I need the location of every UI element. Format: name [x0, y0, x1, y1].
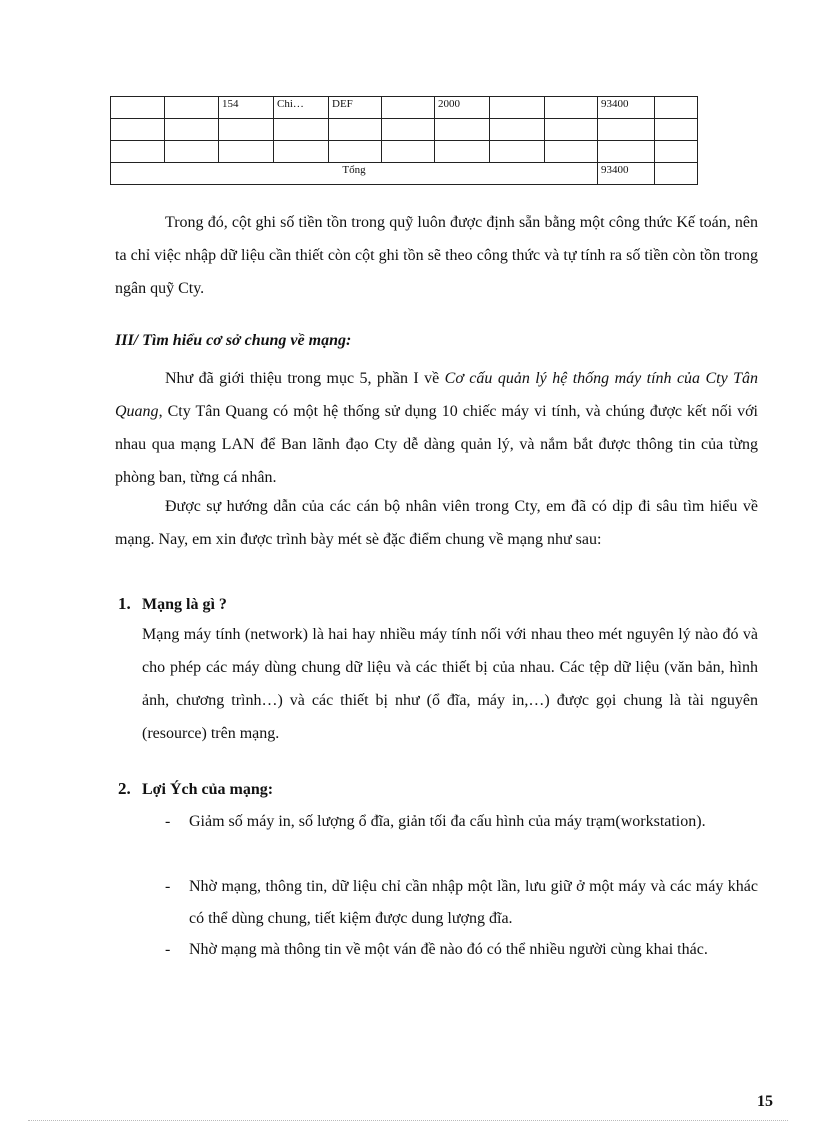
bullet-dash: -: [165, 813, 171, 830]
list-item-text: Giảm số máy in, số lượng ổ đĩa, giản tối đa cấu hình của máy trạm(workstation).: [189, 813, 706, 830]
page-number: 15: [757, 1093, 773, 1110]
table-cell: [655, 163, 698, 185]
table-total-row: [111, 163, 698, 185]
footer-divider: [28, 1120, 788, 1121]
table-cell: DEF: [329, 97, 382, 119]
bullet-dash: -: [165, 941, 171, 958]
table-cell: [219, 119, 274, 141]
section-title: Mạng là gì ?: [142, 596, 227, 613]
total-value: 93400: [598, 163, 655, 185]
table-cell: [274, 141, 329, 163]
table-cell: [382, 97, 435, 119]
table-cell: [329, 141, 382, 163]
paragraph-text: Như đã giới thiệu trong mục 5, phần I về: [165, 370, 445, 387]
table-cell: [435, 119, 490, 141]
table-cell: [435, 141, 490, 163]
paragraph-guidance: [115, 490, 758, 556]
table-cell: Chi…: [274, 97, 329, 119]
ledger-table: [110, 96, 698, 185]
table-cell: [490, 119, 545, 141]
section-number: 1.: [118, 594, 131, 613]
table-cell: [111, 141, 165, 163]
section-2-heading: [118, 779, 273, 799]
table-cell: [598, 141, 655, 163]
table-cell: [598, 119, 655, 141]
table-cell: [655, 97, 698, 119]
list-item: [165, 871, 758, 935]
table-cell: [655, 141, 698, 163]
total-label: Tổng: [111, 163, 598, 185]
table-cell: [165, 119, 219, 141]
table-cell: [655, 119, 698, 141]
section-title: Lợi Ých của mạng:: [142, 781, 274, 798]
table-cell: [111, 97, 165, 119]
table-row: [111, 119, 698, 141]
table-cell: [329, 119, 382, 141]
paragraph-text: Mạng máy tính (network) là hai hay nhiều máy tính nối với nhau theo mét nguyên lý nào đó và cho phép các máy dùng chung dữ liệu và các thiết bị của nhau. Các tệp dữ liệu (văn bản, hình ảnh, chương trình…) và các thiết bị như (ổ đĩa, máy in,…) được gọi chung là tài nguyên (resource) trên mạng.: [142, 626, 758, 742]
list-item: [165, 806, 758, 838]
table-cell: 2000: [435, 97, 490, 119]
paragraph-network-definition: [142, 618, 758, 750]
table-cell: [274, 119, 329, 141]
table-cell: [219, 141, 274, 163]
table-cell: 154: [219, 97, 274, 119]
table-cell: [111, 119, 165, 141]
paragraph-text: Được sự hướng dẫn của các cán bộ nhân viên trong Cty, em đã có dịp đi sâu tìm hiểu về mạng. Nay, em xin được trình bày mét sè đặc điểm chung về mạng như sau:: [115, 498, 758, 548]
table-cell: [490, 141, 545, 163]
paragraph-balance-formula: [115, 206, 758, 305]
table-row: [111, 141, 698, 163]
table-cell: [382, 141, 435, 163]
section-heading-network: III/ Tìm hiểu cơ sở chung về mạng:: [115, 332, 352, 349]
table-cell: 93400: [598, 97, 655, 119]
list-item-text: Nhờ mạng, thông tin, dữ liệu chỉ cần nhập một lần, lưu giữ ở một máy và các máy khác có thể dùng chung, tiết kiệm được dung lượng đĩa.: [189, 878, 758, 927]
list-item-text: Nhờ mạng mà thông tin về một ván đề nào đó có thể nhiều người cùng khai thác.: [189, 941, 708, 958]
table-cell: [382, 119, 435, 141]
bullet-dash: -: [165, 878, 171, 895]
table-cell: [490, 97, 545, 119]
paragraph-italic-reference: Cơ cấu quản lý hệ thống máy tính của Cty Tân Quang: [115, 370, 758, 420]
table-cell: [165, 141, 219, 163]
paragraph-text: , Cty Tân Quang có một hệ thống sử dụng 10 chiếc máy vi tính, và chúng được kết nối với nhau qua mạng LAN để Ban lãnh đạo Cty dễ dàng quản lý, và nắm bắt được thông tin của từng phòng ban, từng cá nhân.: [115, 403, 758, 486]
section-number: 2.: [118, 779, 131, 798]
table-row: [111, 97, 698, 119]
table-cell: [545, 97, 598, 119]
paragraph-text: Trong đó, cột ghi số tiền tồn trong quỹ luôn được định sẵn bằng một công thức Kế toán, nên ta chỉ việc nhập dữ liệu cần thiết còn cột ghi tồn sẽ theo công thức và tự tính ra số tiền còn tồn trong ngân quỹ Cty.: [115, 214, 758, 297]
paragraph-introduction: [115, 362, 758, 494]
table-cell: [545, 141, 598, 163]
table-cell: [545, 119, 598, 141]
list-item: [165, 934, 758, 966]
section-1-heading: [118, 594, 227, 614]
table-cell: [165, 97, 219, 119]
